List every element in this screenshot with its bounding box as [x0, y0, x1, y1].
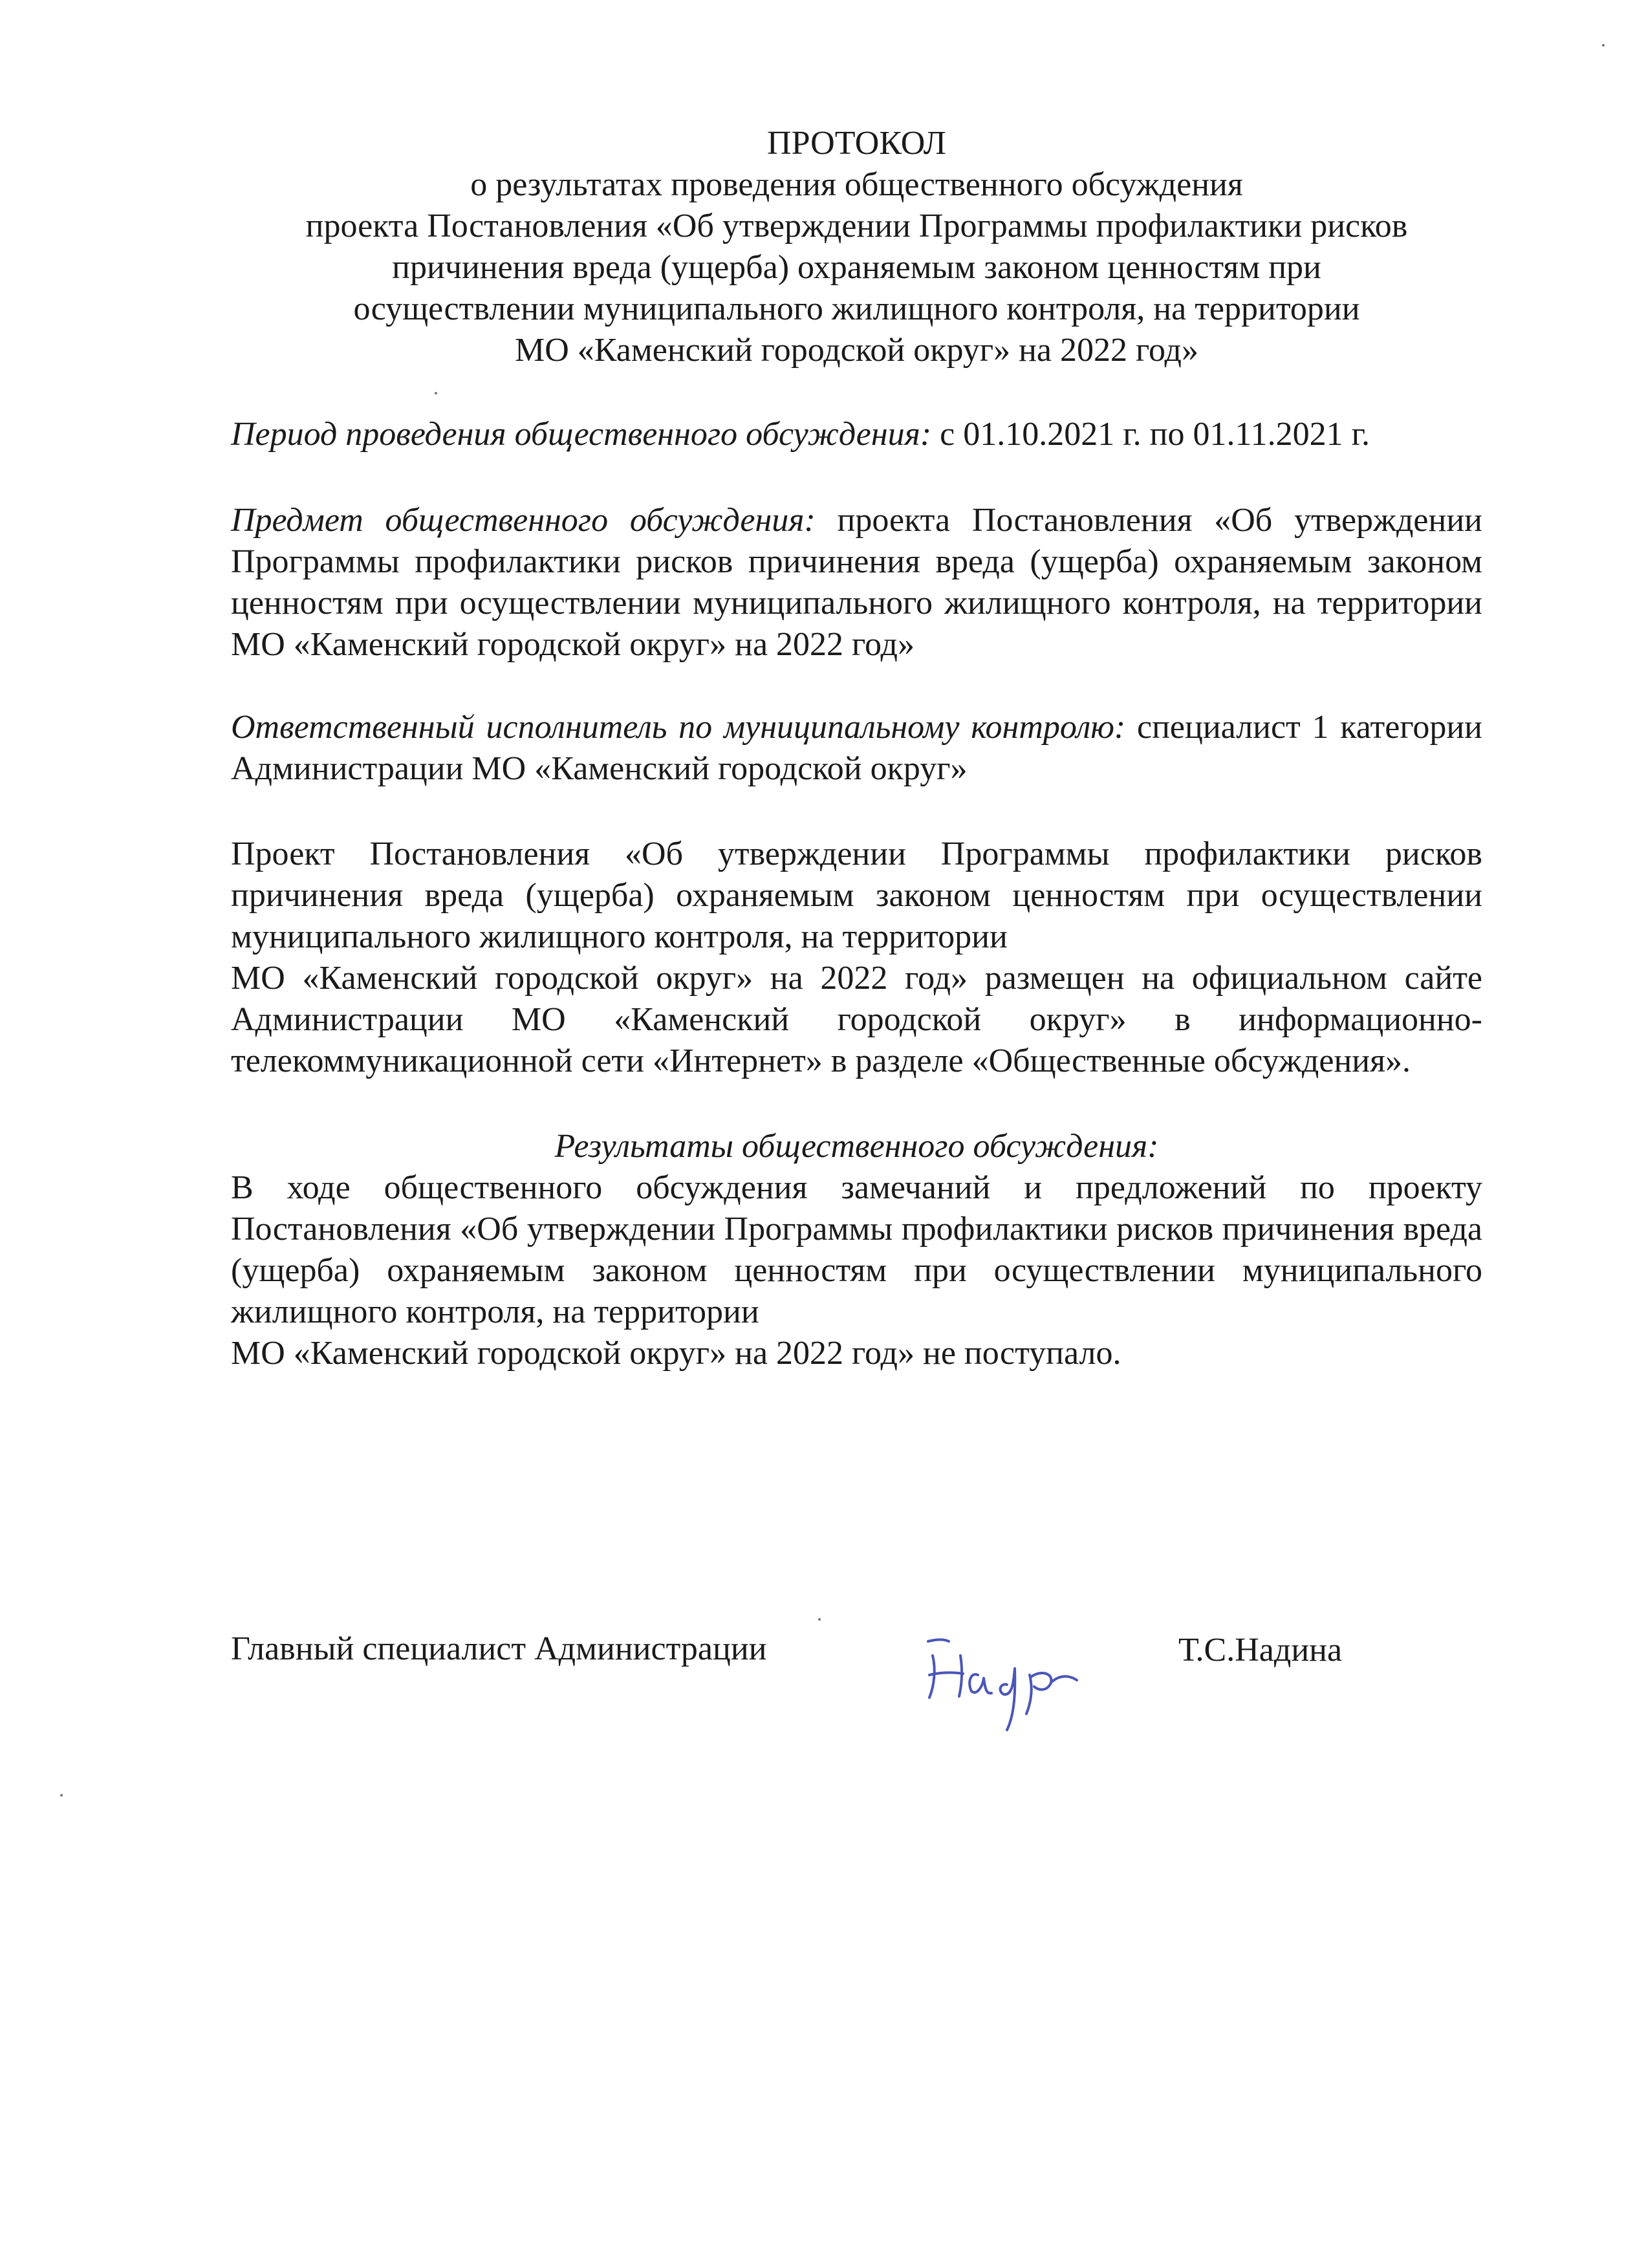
document-subtitle-line: о результатах проведения общественного обсуждения [470, 166, 1243, 203]
project-text-part2: МО «Каменский городской округ» на 2022 год» размещен на официальном сайте Администрации МО «Каменский городской округ» в информационно-телекоммуникационной сети «Интернет» в разделе «Общественные обсуждения». [231, 960, 1482, 1079]
project-text-part1: Проект Постановления «Об утверждении Программы профилактики рисков причинения вреда (ущерба) охраняемым законом ценностям при осуществлении муниципального жилищного контроля, на территории [231, 836, 1482, 955]
results-paragraph [231, 1167, 1482, 1374]
document-subtitle-line: МО «Каменский городской округ» на 2022 год» [514, 332, 1198, 369]
project-paragraph [231, 834, 1482, 1082]
scan-speck [818, 1618, 821, 1621]
results-text-part1: В ходе общественного обсуждения замечаний и предложений по проекту Постановления «Об утверждении Программы профилактики рисков причинения вреда (ущерба) охраняемым законом ценностям при осуществлении муниципального жилищного контроля, на территории [231, 1169, 1482, 1330]
subject-label: Предмет общественного обсуждения: [231, 502, 816, 539]
responsible-paragraph [231, 707, 1482, 790]
period-paragraph [231, 414, 1482, 455]
period-label: Период проведения общественного обсуждения: [231, 416, 932, 453]
document-header [231, 123, 1482, 371]
results-heading: Результаты общественного обсуждения: [554, 1128, 1159, 1165]
subject-paragraph [231, 500, 1482, 665]
period-value: с 01.10.2021 г. по 01.11.2021 г. [931, 416, 1370, 453]
document-body [231, 123, 1482, 1374]
document-title: ПРОТОКОЛ [767, 125, 946, 162]
signer-name: Т.С.Надина [1178, 1632, 1343, 1669]
subject-value: проекта Постановления «Об утверждении Программы профилактики рисков причинения вреда (ущерба) охраняемым законом ценностям при осуществлении муниципального жилищного контроля, на территории МО «Каменский городской округ» на 2022 год» [231, 502, 1482, 663]
handwritten-signature [910, 1610, 1123, 1740]
document-subtitle-line: осуществлении муниципального жилищного контроля, на территории [353, 290, 1360, 327]
responsible-value: специалист 1 категории Администрации МО «Каменский городской округ» [231, 709, 1483, 787]
results-text-part2: МО «Каменский городской округ» на 2022 год» не поступало. [231, 1335, 1121, 1372]
document-subtitle-line: причинения вреда (ущерба) охраняемым законом ценностям при [392, 249, 1321, 286]
responsible-label: Ответственный исполнитель по муниципальному контролю: [231, 709, 1126, 746]
signature-block [231, 1630, 1482, 1733]
scan-speck [435, 392, 437, 394]
scan-speck [60, 1794, 63, 1797]
signer-position: Главный специалист Администрации [231, 1630, 767, 1667]
scan-speck [1602, 44, 1605, 47]
document-subtitle-line: проекта Постановления «Об утверждении Программы профилактики рисков [305, 208, 1408, 244]
